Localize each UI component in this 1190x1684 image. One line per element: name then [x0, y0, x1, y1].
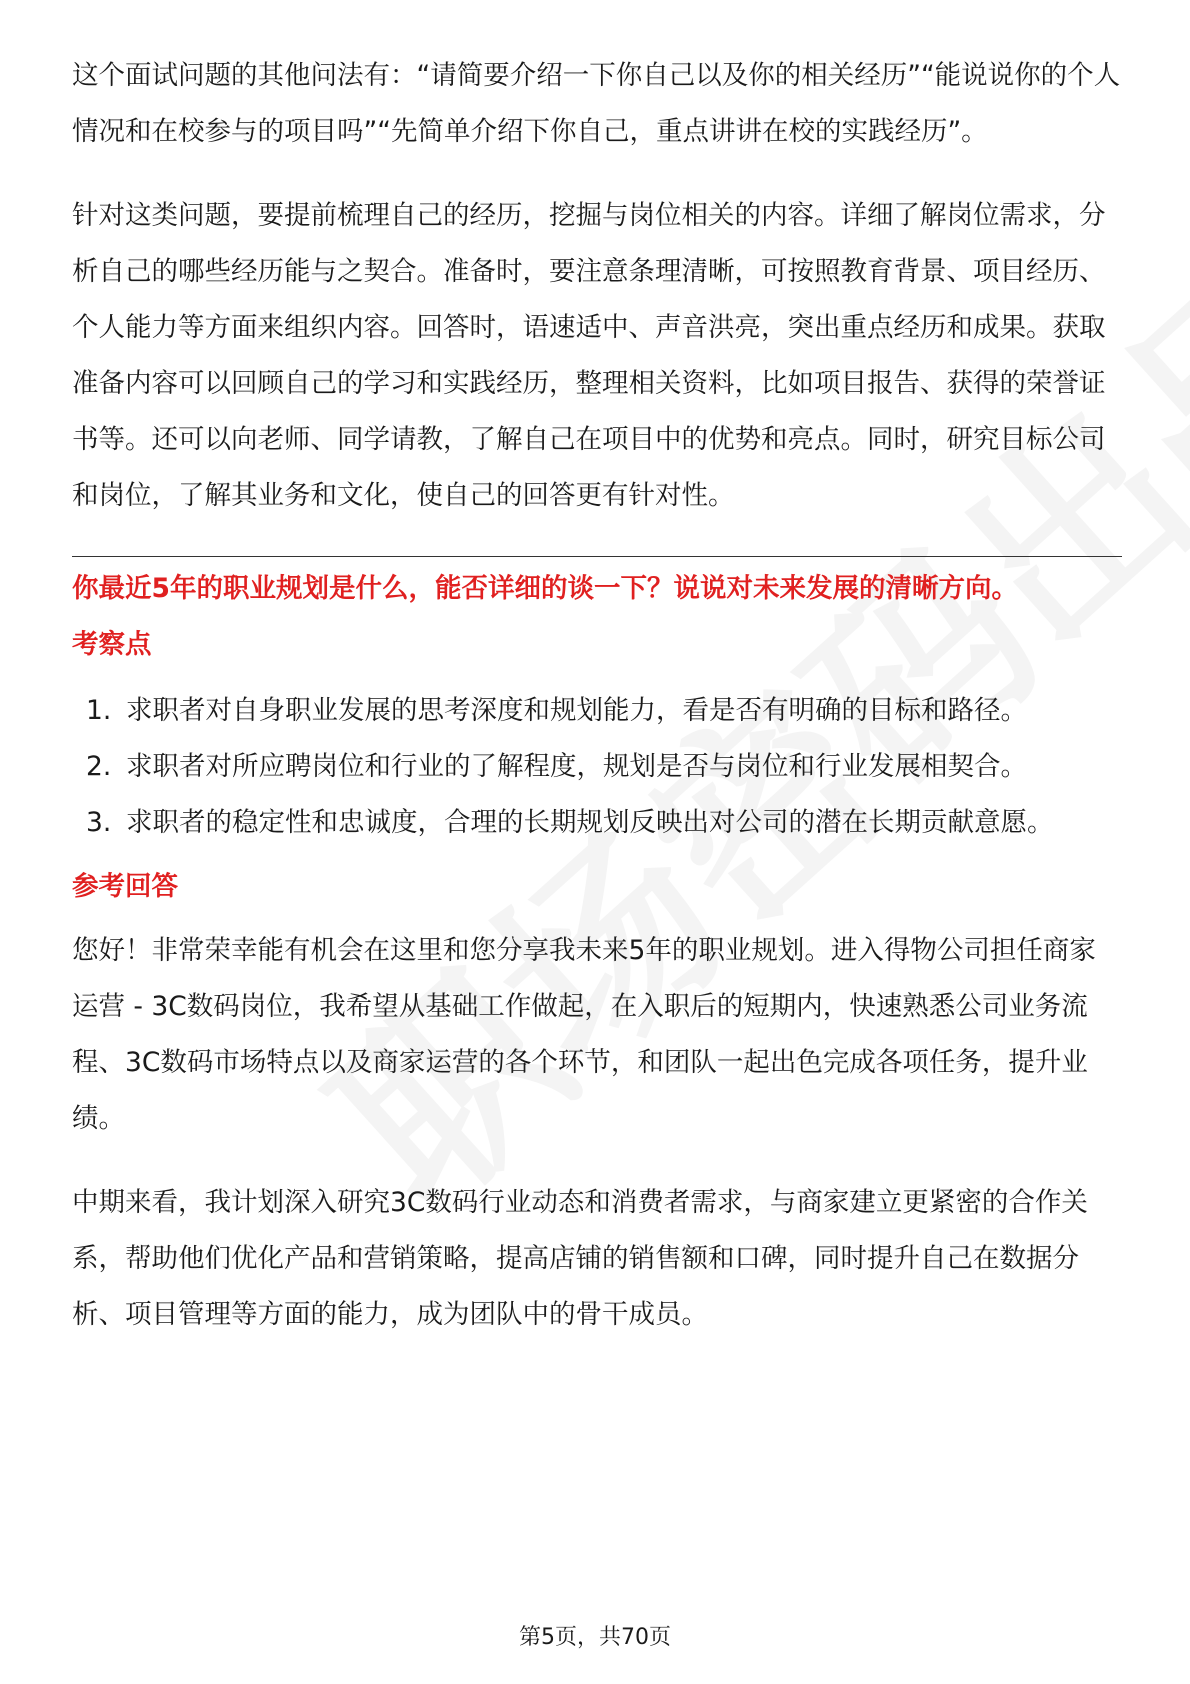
interview-question: 你最近5年的职业规划是什么，能否详细的谈一下？说说对未来发展的清晰方向。: [72, 573, 1018, 604]
section-divider: [72, 556, 1122, 557]
page-content: [72, 48, 1122, 1343]
list-item-text: 求职者的稳定性和忠诚度，合理的长期规划反映出对公司的潜在长期贡献意愿。: [126, 807, 1054, 838]
answer-heading: 参考回答: [72, 871, 178, 902]
list-number: 2.: [86, 751, 112, 782]
paragraph-prep-advice: 针对这类问题，要提前梳理自己的经历，挖掘与岗位相关的内容。详细了解岗位需求，分析自己的哪些经历能与之契合。准备时，要注意条理清晰，可按照教育背景、项目经历、个人能力等方面来组织内容。回答时，语速适中、声音洪亮，突出重点经历和成果。获取准备内容可以回顾自己的学习和实践经历，整理相关资料，比如项目报告、获得的荣誉证书等。还可以向老师、同学请教，了解自己在项目中的优势和亮点。同时，研究目标公司和岗位，了解其业务和文化，使自己的回答更有针对性。: [72, 200, 1106, 511]
focus-points-list: [72, 683, 1122, 851]
list-item: [72, 795, 1122, 851]
answer-paragraph-short-term: 您好！非常荣幸能有机会在这里和您分享我未来5年的职业规划。进入得物公司担任商家运营 - 3C数码岗位，我希望从基础工作做起，在入职后的短期内，快速熟悉公司业务流程、3C数码市场特点以及商家运营的各个环节，和团队一起出色完成各项任务，提升业绩。: [72, 935, 1096, 1134]
list-item: [72, 683, 1122, 739]
list-number: 3.: [86, 807, 112, 838]
page-number-footer: 第5页，共70页: [519, 1625, 671, 1650]
list-number: 1.: [86, 695, 112, 726]
list-item: [72, 739, 1122, 795]
list-item-text: 求职者对所应聘岗位和行业的了解程度，规划是否与岗位和行业发展相契合。: [126, 751, 1027, 782]
answer-paragraph-mid-term: 中期来看，我计划深入研究3C数码行业动态和消费者需求，与商家建立更紧密的合作关系，帮助他们优化产品和营销策略，提高店铺的销售额和口碑，同时提升自己在数据分析、项目管理等方面的能力，成为团队中的骨干成员。: [72, 1187, 1088, 1330]
paragraph-alt-questions: 这个面试问题的其他问法有：“请简要介绍一下你自己以及你的相关经历”“能说说你的个人情况和在校参与的项目吗”“先简单介绍下你自己，重点讲讲在校的实践经历”。: [72, 60, 1121, 147]
focus-heading: 考察点: [72, 629, 152, 660]
list-item-text: 求职者对自身职业发展的思考深度和规划能力，看是否有明确的目标和路径。: [126, 695, 1027, 726]
